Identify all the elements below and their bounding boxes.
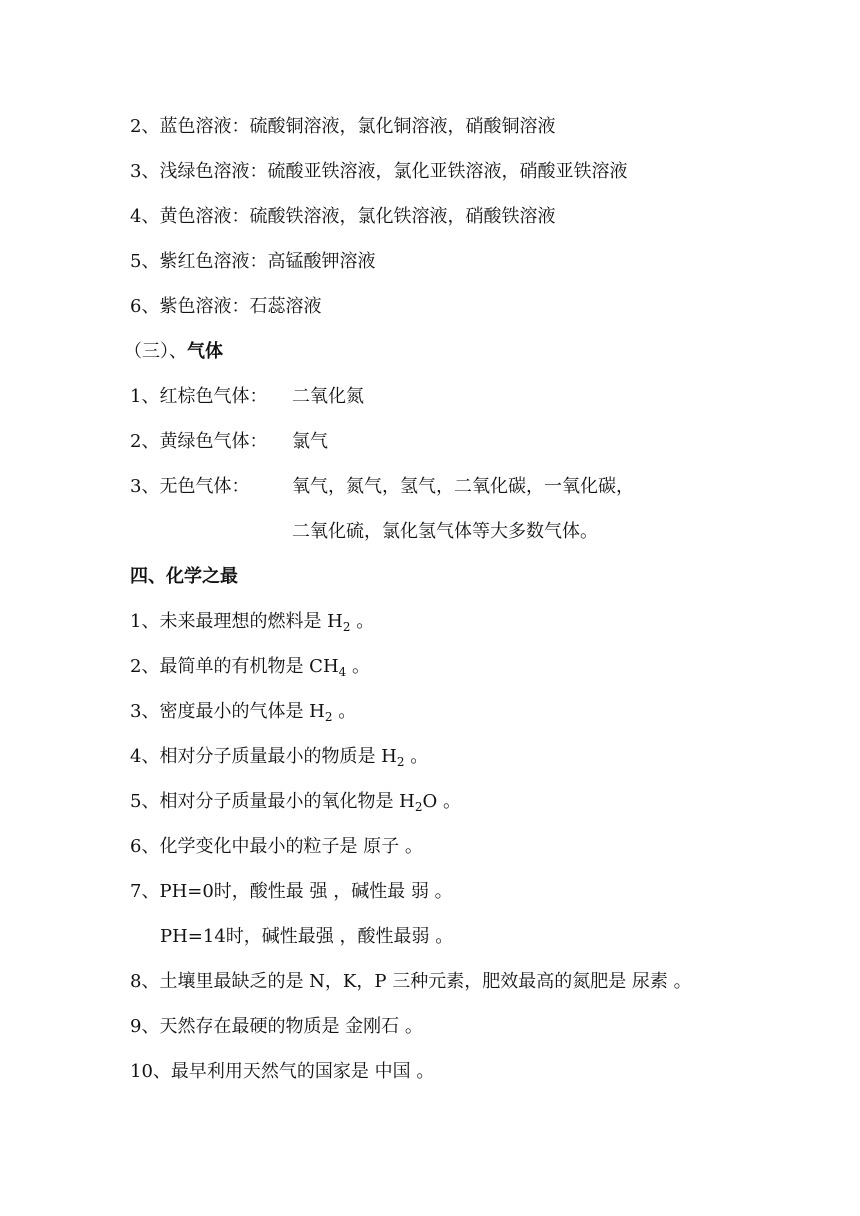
superlative-line: 7、PH=0时，酸性最 强 ，碱性最 弱 。: [130, 881, 453, 902]
gas-section-heading: [124, 339, 223, 365]
line-text: 。: [350, 611, 375, 632]
subscript: 2: [324, 710, 333, 724]
solution-yellow: 4、黄色溶液：硫酸铁溶液，氯化铁溶液，硝酸铁溶液: [130, 206, 556, 227]
line-text: 3、密度最小的气体是 H: [130, 701, 325, 722]
superlative-line: [130, 699, 356, 730]
line-text: 4、相对分子质量最小的物质是 H: [130, 746, 397, 767]
solution-purple: 6、紫色溶液：石蕊溶液: [130, 296, 322, 317]
gas-heading-main: 气体: [187, 341, 223, 362]
solution-light-green: 3、浅绿色溶液：硫酸亚铁溶液，氯化亚铁溶液，硝酸亚铁溶液: [130, 161, 628, 182]
gas-item-label: 2、黄绿色气体：: [130, 431, 268, 452]
line-text: 5、相对分子质量最小的氧化物是 H: [130, 791, 415, 812]
gas-heading-prefix: （三）、: [124, 341, 187, 362]
line-text: 1、未来最理想的燃料是 H: [130, 611, 343, 632]
superlative-line: 9、天然存在最硬的物质是 金刚石 。: [130, 1016, 423, 1037]
superlatives-heading: 四、化学之最: [130, 566, 238, 587]
superlative-line: 6、化学变化中最小的粒子是 原子 。: [130, 836, 423, 857]
subscript: 2: [396, 755, 405, 769]
superlative-line: [130, 609, 374, 640]
line-text: 。: [346, 656, 371, 677]
gas-item-value-continued: 二氧化硫，氯化氢气体等大多数气体。: [292, 521, 598, 542]
subscript: 2: [342, 620, 351, 634]
line-text: 。: [332, 701, 357, 722]
line-text: 。: [404, 746, 429, 767]
subscript: 4: [338, 665, 347, 679]
subscript: 2: [414, 800, 423, 814]
gas-item-value: 氯气: [292, 431, 328, 452]
solution-blue: 2、蓝色溶液：硫酸铜溶液，氯化铜溶液，硝酸铜溶液: [130, 116, 556, 137]
superlative-line: [130, 744, 428, 775]
superlative-line: PH=14时，碱性最强 ，酸性最弱 。: [160, 926, 454, 947]
superlative-line: 10、最早利用天然气的国家是 中国 。: [130, 1061, 435, 1082]
superlative-line: [130, 654, 370, 685]
gas-item-value: 二氧化氮: [292, 386, 364, 407]
solution-purple-red: 5、紫红色溶液：高锰酸钾溶液: [130, 251, 376, 272]
gas-item-value: 氧气，氮气，氢气，二氧化碳，一氧化碳，: [292, 476, 634, 497]
superlative-line: 8、土壤里最缺乏的是 N，K，P 三种元素，肥效最高的氮肥是 尿素 。: [130, 971, 692, 992]
line-text: 2、最简单的有机物是 CH: [130, 656, 339, 677]
gas-item-label: 3、无色气体：: [130, 476, 250, 497]
line-text: O 。: [422, 791, 461, 812]
superlative-line: [130, 789, 461, 820]
gas-item-label: 1、红棕色气体：: [130, 386, 268, 407]
